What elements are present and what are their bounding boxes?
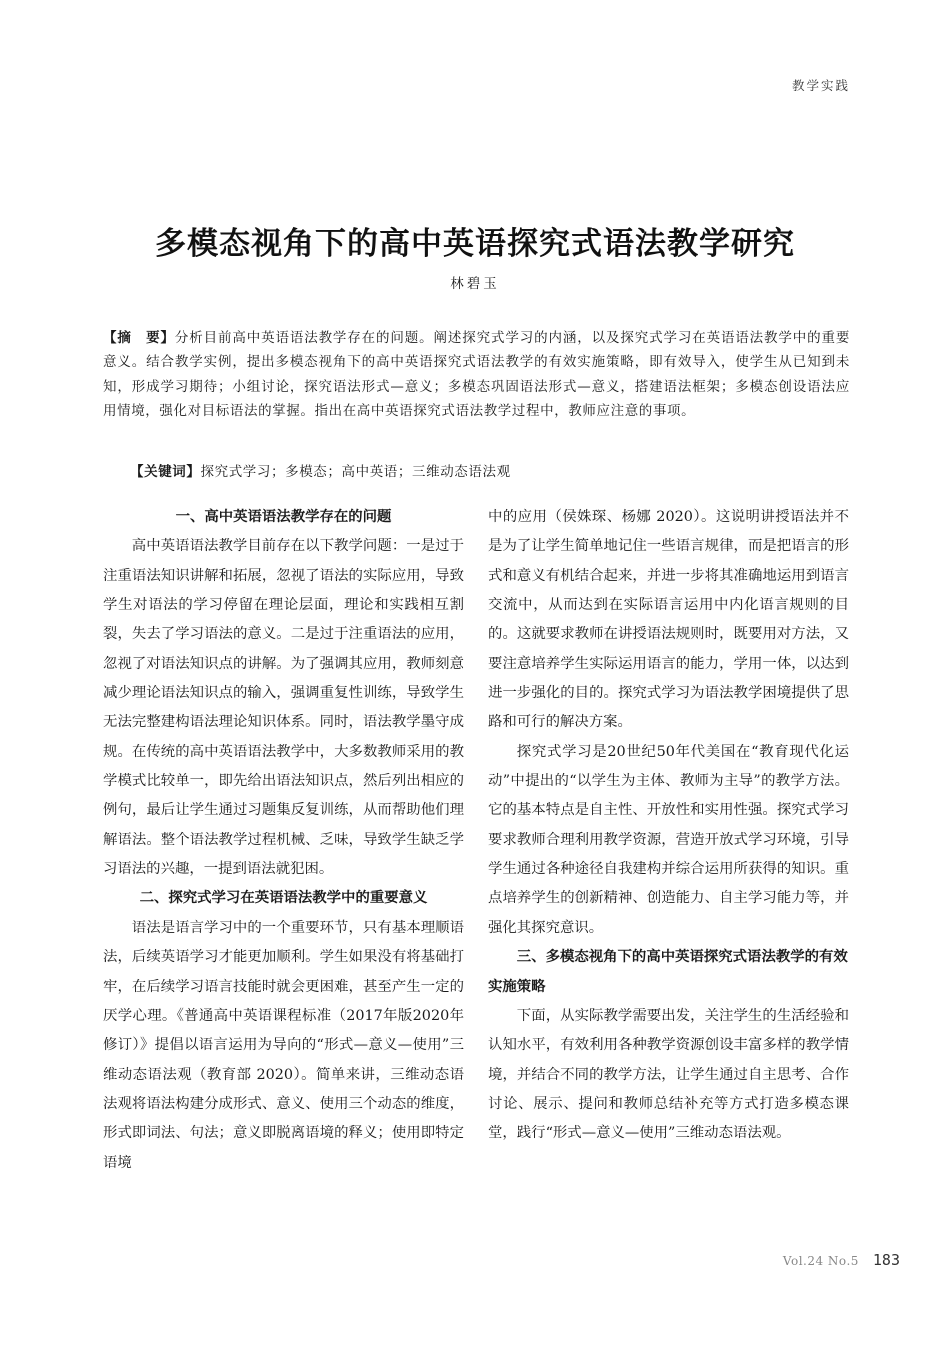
paragraph-2-continued: 中的应用（侯姝琛、杨娜 2020）。这说明讲授语法并不是为了让学生简单地记住一些语言规律，而是把语言的形式和意义有机结合起来，并进一步将其准确地运用到语言交流中，从而达到在实际语言运用中内化语言规则的目的。这就要求教师在讲授语法规则时，既要用对方法，又要注意培养学生实际运用语言的能力，学用一体，以达到进一步强化的目的。探究式学习为语法教学困境提供了思路和可行的解决方案。 xyxy=(488,509,849,731)
page-footer xyxy=(783,1251,900,1269)
section-heading-1: 一、高中英语语法教学存在的问题 xyxy=(175,509,392,525)
left-column xyxy=(103,503,464,1178)
volume-info: Vol.24 No.5 xyxy=(782,1254,859,1268)
right-column xyxy=(488,503,849,1149)
keywords-text: 探究式学习；多模态；高中英语；三维动态语法观 xyxy=(200,464,511,480)
section-label: 教学实践 xyxy=(791,78,850,93)
abstract-text: 分析目前高中英语语法教学存在的问题。阐述探究式学习的内涵，以及探究式学习在英语语法教学中的重要意义。结合教学实例，提出多模态视角下的高中英语探究式语法教学的有效实施策略，即有效导入，使学生从已知到未知，形成学习期待；小组讨论，探究语法形式—意义；多模态巩固语法形式—意义，搭建语法框架；多模态创设语法应用情境，强化对目标语法的掌握。指出在高中英语探究式语法教学过程中，教师应注意的事项。 xyxy=(103,330,851,419)
page-number: 183 xyxy=(872,1251,900,1269)
abstract-label: 【摘 要】 xyxy=(103,330,175,346)
abstract xyxy=(103,326,850,423)
paragraph-1: 高中英语语法教学目前存在以下教学问题：一是过于注重语法知识讲解和拓展，忽视了语法的实际应用，导致学生对语法的学习停留在理论层面，理论和实践相互割裂，失去了学习语法的意义。二是过于注重语法的应用，忽视了对语法知识点的讲解。为了强调其应用，教师刻意减少理论语法知识点的输入，强调重复性训练，导致学生无法完整建构语法理论知识体系。同时，语法教学墨守成规。在传统的高中英语语法教学中，大多数教师采用的教学模式比较单一，即先给出语法知识点，然后列出相应的例句，最后让学生通过习题集反复训练，从而帮助他们理解语法。整个语法教学过程机械、乏味，导致学生缺乏学习语法的兴趣，一提到语法就犯困。 xyxy=(103,538,464,878)
author-name: 林碧玉 xyxy=(450,276,500,292)
paragraph-3: 探究式学习是20世纪50年代美国在“教育现代化运动”中提出的“以学生为主体、教师为主导”的教学方法。它的基本特点是自主性、开放性和实用性强。探究式学习要求教师合理利用教学资源，营造开放式学习环境，引导学生通过各种途径自我建构并综合运用所获得的知识。重点培养学生的创新精神、创造能力、自主学习能力等，并强化其探究意识。 xyxy=(488,743,849,936)
keywords-label: 【关键词】 xyxy=(130,464,201,480)
article-title: 多模态视角下的高中英语探究式语法教学研究 xyxy=(155,226,795,262)
section-heading-3: 三、多模态视角下的高中英语探究式语法教学的有效实施策略 xyxy=(488,949,848,995)
section-heading-2: 二、探究式学习在英语语法教学中的重要意义 xyxy=(139,890,428,907)
keywords xyxy=(130,460,850,480)
paragraph-4: 下面，从实际教学需要出发，关注学生的生活经验和认知水平，有效利用各种教学资源创设丰富多样的教学情境，并结合不同的教学方法，让学生通过自主思考、合作讨论、展示、提问和教师总结补充等方式打造多模态课堂，践行“形式—意义—使用”三维动态语法观。 xyxy=(488,1007,849,1142)
paragraph-2: 语法是语言学习中的一个重要环节，只有基本理顺语法，后续英语学习才能更加顺利。学生如果没有将基础打牢，在后续学习语言技能时就会更困难，甚至产生一定的厌学心理。《普通高中英语课程标准（2017年版2020年修订）》提倡以语言运用为导向的“形式—意义—使用”三维动态语法观（教育部 2020）。简单来讲，三维动态语法观将语法构建分成形式、意义、使用三个动态的维度，形式即词法、句法；意义即脱离语境的释义；使用即特定语境 xyxy=(103,919,464,1171)
